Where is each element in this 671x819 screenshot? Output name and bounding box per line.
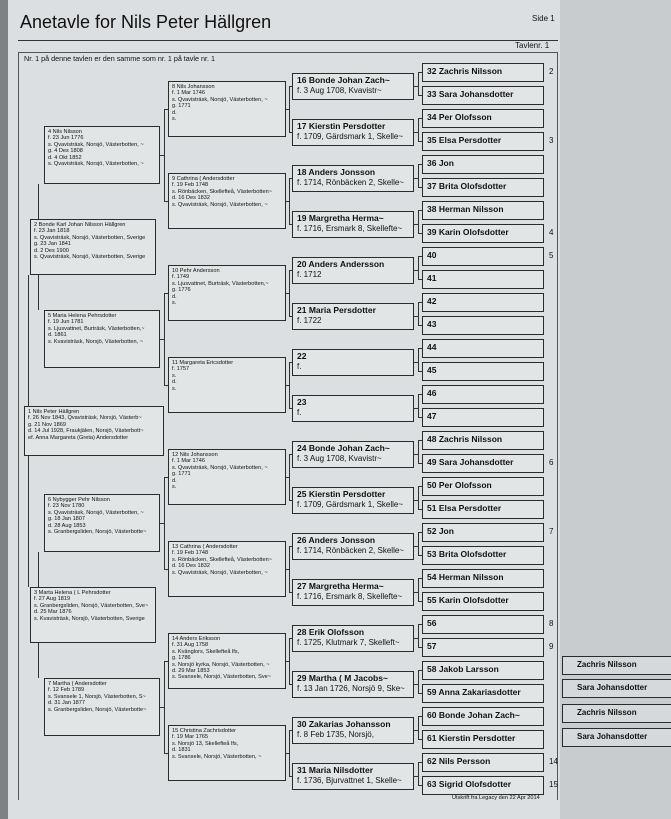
connector-line [289,316,292,317]
connector-line [418,371,422,372]
connector-line [418,463,422,464]
continuation-ref: 8 [549,619,554,628]
person-detail: f. 13 Jan 1726, Norsjö 9, Ske~ [297,684,405,693]
continuation-ref: 5 [549,251,554,260]
connector-line [418,141,422,142]
continuation-ref: 9 [549,642,554,651]
ancestor-box-2 [30,219,156,275]
ancestor-box-50: 50 Per Olofsson [422,477,544,496]
person-detail: f. 8 Feb 1735, Norsjö, [297,730,374,739]
right-border [557,52,558,800]
connector-line [418,762,419,786]
ancestor-box-59: 59 Anna Zakariasdotter [422,684,544,703]
connector-line [418,279,422,280]
ancestor-box-29 [292,671,414,698]
connector-line [418,302,422,303]
connector-line [164,201,168,202]
person-detail: g. 1771 [172,471,191,478]
person-detail: s. Granbergsliden, Norsjö, Västerbotte~ [48,706,147,713]
person-detail: s. [172,116,177,123]
ancestor-box-42: 42 [422,293,544,312]
person-detail: g. 23 Jan 1841 [34,241,72,248]
ancestor-box-61: 61 Kierstin Persdotter [422,730,544,749]
connector-line [164,385,168,386]
person-detail: f. 31 Aug 1758 [172,642,209,649]
ancestor-box-55: 55 Karin Olofsdotter [422,592,544,611]
connector-line [418,532,422,533]
connector-line [289,638,292,639]
person-detail: s. Granbergsliden, Norsjö, Västerbotten, Sve~ [34,602,149,609]
person-detail: s. Qvavisträsk, Norsjö, Västerbotten, ~ [172,96,268,103]
person-name: 16 Bonde Johan Zach~ [297,75,390,85]
connector-line [418,578,422,579]
connector-line [418,716,419,740]
person-detail: g. 18 Jan 1807 [48,516,86,523]
next-sheet-box: Sara Johansdotter [562,728,671,747]
connector-line [289,270,292,271]
person-detail: f. 3 Aug 1708, Kvavistr~ [297,86,382,95]
person-detail: f. 1725, Klutmark 7, Skelleft~ [297,638,400,647]
connector-line [289,454,292,455]
person-detail: ef. Anna Margareta (Greta) Andersdotter [28,434,129,441]
continuation-ref: 4 [549,228,554,237]
connector-line [418,670,422,671]
connector-line [164,477,168,478]
person-detail: f. [297,362,302,371]
connector-line [289,86,292,87]
connector-line [418,210,419,234]
connector-line [418,256,419,280]
person-name: 21 Maria Persdotter [297,305,376,315]
connector-line [418,325,422,326]
person-detail: d. 25 Mar 1876 [34,609,72,616]
connector-line [164,477,165,570]
person-name: 25 Kierstin Persdotter [297,489,386,499]
connector-line [164,109,168,110]
connector-line [418,348,422,349]
person-detail: f. 1714, Rönbäcken 2, Skelle~ [297,546,404,555]
person-detail: f. 1716, Ersmark 8, Skellefte~ [297,592,403,601]
connector-line [418,601,422,602]
person-detail: s. Qvavisträsk, Norsjö, Västerbotten, Sverige [34,234,146,241]
left-border [18,52,19,800]
person-detail: f. 1709, Gärdsmark 1, Skelle~ [297,132,404,141]
person-name: 18 Anders Jonsson [297,167,376,177]
person-name: 1 Nils Peter Hällgren [28,409,80,415]
connector-line [289,408,292,409]
person-detail: s. Qvavisträsk, Norsjö, Västerbotten, ~ [172,464,268,471]
person-name: 12 Nils Johansson [172,452,218,458]
connector-line [164,109,165,202]
connector-line [418,233,422,234]
connector-line [418,624,422,625]
person-detail: s. Qvavisträsk, Norsjö, Västerbotten, ~ [48,141,144,148]
connector-line [38,552,39,587]
ancestor-box-11 [168,357,286,413]
person-detail: f. 19 Mar 1765 [172,734,209,741]
person-detail: s. Rönbäcken, Skellefteå, Västerbotten~ [172,188,272,195]
person-detail: f. 12 Feb 1789 [48,687,85,694]
person-detail: d. [172,379,177,386]
person-detail: f. 1714, Rönbäcken 2, Skelle~ [297,178,404,187]
person-name: 8 Nils Johansson [172,84,215,90]
person-name: 28 Erik Olofsson [297,627,365,637]
next-sheet-box: Zachris Nilsson [562,656,671,675]
next-sheet-box: Zachris Nilsson [562,704,671,723]
person-detail: f. 1 Mar 1746 [172,458,205,465]
ancestor-box-35: 35 Elsa Persdotter [422,132,544,151]
ancestor-box-27 [292,579,414,606]
person-detail: g. 1776 [172,287,191,294]
connector-line [418,394,419,418]
person-name: 9 Cathrina ( Andersdotter [172,176,235,182]
ancestor-box-40: 40 [422,247,544,266]
connector-line [289,178,290,225]
person-name: 3 Marta Helena ( L Pehrsdotter [34,590,111,596]
ancestor-box-62: 62 Nils Persson [422,753,544,772]
person-detail: s. [172,484,177,491]
person-detail: s. Ljusvattnet, Burträsk, Västerbotten,~ [172,280,269,287]
person-detail: f. 1736, Bjurvattnet 1, Skelle~ [297,776,402,785]
person-detail: f. 1709, Gärdsmark 1, Skelle~ [297,500,404,509]
person-detail: s. Ljusvattnet, Burträsk, Västerbotten,~ [48,325,145,332]
person-name: 7 Martha ( Andersdotter [48,681,107,687]
connector-line [38,184,39,219]
ancestor-box-36: 36 Jon [422,155,544,174]
ancestor-box-38: 38 Herman Nilsson [422,201,544,220]
connector-line [418,509,422,510]
person-detail: f. 19 Feb 1748 [172,182,209,189]
ancestor-box-18 [292,165,414,192]
person-detail: f. 23 Nov 1780 [48,503,85,510]
person-detail: s. Norsjö 13, Skellefteå lfs, [172,740,239,747]
person-detail: f. 19 Feb 1748 [172,550,209,557]
person-name: 13 Cathrina ( Andersdotter [172,544,238,550]
person-detail: f. [297,408,302,417]
connector-line [418,210,422,211]
connector-line [418,118,422,119]
connector-line [289,86,290,133]
person-detail: f. 1757 [172,366,190,373]
chart-title: Anetavle for Nils Peter Hällgren [20,12,272,32]
connector-line [289,224,292,225]
ancestor-box-39: 39 Karin Olofsdotter [422,224,544,243]
person-detail: f. 23 Jun 1776 [48,135,84,142]
person-detail: d. 29 Mar 1853 [172,668,210,675]
ancestor-box-23 [292,395,414,422]
person-detail: s. Svansele 1, Norsjö, Västerbotten, S~ [48,693,146,700]
connector-line [418,532,419,556]
person-detail: f. 23 Jan 1818 [34,228,70,235]
connector-line [164,293,165,386]
ancestor-box-9 [168,173,286,229]
ancestor-box-15 [168,725,286,781]
ancestor-box-16 [292,73,414,100]
ancestor-box-37: 37 Brita Olofsdotter [422,178,544,197]
ancestor-box-12 [168,449,286,505]
connector-line [418,187,422,188]
connector-line [418,624,419,648]
person-name: 14 Anders Eriksson [172,636,221,642]
ancestor-box-46: 46 [422,385,544,404]
ancestor-box-34: 34 Per Olofsson [422,109,544,128]
connector-line [289,684,292,685]
continuation-ref: 15 [549,780,558,789]
print-footer: Utskrift fra Legacy den 22 Apr 2014 [452,795,540,801]
person-detail: s. Qvavisträsk, Norsjö, Västerbotten, ~ [48,161,144,168]
continuation-ref: 6 [549,458,554,467]
connector-line [418,716,422,717]
connector-line [418,693,422,694]
connector-line [418,164,419,188]
person-name: 19 Margretha Herma~ [297,213,384,223]
person-name: 20 Anders Andersson [297,259,385,269]
person-detail: f. 27 Aug 1819 [34,596,71,603]
connector-line [164,661,168,662]
ancestor-box-28 [292,625,414,652]
connector-line [418,348,419,372]
person-name: 10 Pehr Andersson [172,268,220,274]
connector-line [418,440,419,464]
connector-line [38,275,39,310]
connector-line [418,670,419,694]
person-detail: s. Qvavisträsk, Norsjö, Västerbotten, ~ [172,569,268,576]
connector-line [28,275,29,406]
ancestor-box-19 [292,211,414,238]
person-detail: d. [172,477,177,484]
connector-line [418,72,422,73]
connector-line [418,647,422,648]
connector-line [289,730,290,777]
ancestor-box-33: 33 Sara Johansdotter [422,86,544,105]
ancestor-box-44: 44 [422,339,544,358]
connector-line [418,578,419,602]
connector-line [289,546,290,593]
person-detail: d. 28 Aug 1853 [48,522,86,529]
ancestor-box-14 [168,633,286,689]
person-detail: d. 1831 [172,747,191,754]
connector-line [289,362,292,363]
connector-line [418,555,422,556]
person-name: 31 Maria Nilsdotter [297,765,374,775]
connector-line [289,362,290,409]
connector-line [289,270,290,317]
connector-line [289,776,292,777]
person-detail: f. 26 Nov 1843, Qvavisträsk, Norsjö, Västerb~ [28,415,142,422]
top-border [18,52,558,53]
ancestor-box-6 [44,494,160,552]
ancestor-box-8 [168,81,286,137]
ancestor-box-63: 63 Sigrid Olofsdotter [422,776,544,795]
person-detail: s. Qvavisträsk, Norsjö, Västerbotten, ~ [48,509,144,516]
person-name: 15 Christina Zachrisdotter [172,728,237,734]
ancestor-box-31 [292,763,414,790]
connector-line [164,569,168,570]
connector-line [289,132,292,133]
connector-line [418,486,419,510]
person-name: 6 Nybygger Pehr Nilsson [48,497,110,503]
person-detail: s. Norsjö kyrka, Norsjö, Västerbotten, ~ [172,661,270,668]
page-number: Side 1 [532,14,555,23]
ancestor-box-22 [292,349,414,376]
person-name: 4 Nils Nilsson [48,129,82,135]
title-rule [18,40,558,41]
person-detail: s. Kvavisträsk, Norsjö, Västerbotten, Sverige [34,615,145,622]
connector-line [164,661,165,754]
person-name: 26 Anders Jonsson [297,535,376,545]
person-detail: s. Svansele, Norsjö, Västerbotten, ~ [172,753,262,760]
chart-note: Nr. 1 på denne tavlen er den samme som nr. 1 på tavle nr. 1 [24,54,215,63]
ancestor-box-7 [44,678,160,736]
person-name: 24 Bonde Johan Zach~ [297,443,390,453]
ancestor-box-30 [292,717,414,744]
person-name: 23 [297,397,307,407]
ancestor-box-45: 45 [422,362,544,381]
connector-line [164,293,168,294]
person-detail: s. [172,300,177,307]
connector-line [418,417,422,418]
ancestor-box-51: 51 Elsa Persdotter [422,500,544,519]
connector-line [418,486,422,487]
ancestor-box-58: 58 Jakob Larsson [422,661,544,680]
person-name: 29 Martha ( M Jacobs~ [297,673,388,683]
ancestor-box-4 [44,126,160,184]
connector-line [164,753,168,754]
ancestor-box-10 [168,265,286,321]
next-sheet-box: Sara Johansdotter [562,679,671,698]
person-detail: d. 14 Jul 1928, Fraukjälen, Norsjö, Västerbott~ [28,428,144,435]
person-detail: d. 2 Des 1900 [34,247,69,254]
connector-line [418,762,422,763]
continuation-ref: 3 [549,136,554,145]
person-name: 30 Zakarias Johansson [297,719,391,729]
ancestor-box-41: 41 [422,270,544,289]
ancestor-box-20 [292,257,414,284]
ancestor-box-5 [44,310,160,368]
connector-line [418,72,419,96]
person-detail: f. 1712 [297,270,322,279]
connector-line [289,638,290,685]
ancestor-box-54: 54 Herman Nilsson [422,569,544,588]
person-name: 17 Kierstin Persdotter [297,121,386,131]
person-name: 5 Maria Helena Pehrsdotter [48,313,117,319]
person-detail: s. [172,372,177,379]
person-detail: g. 4 Des 1808 [48,148,83,155]
ancestor-box-49: 49 Sara Johansdotter [422,454,544,473]
ancestor-box-48: 48 Zachris Nilsson [422,431,544,450]
person-detail: g. 1786 [172,655,191,662]
ancestor-box-43: 43 [422,316,544,335]
connector-line [418,739,422,740]
ancestor-box-47: 47 [422,408,544,427]
ancestor-box-13 [168,541,286,597]
person-detail: f. 1 Mar 1746 [172,90,205,97]
ancestor-box-32: 32 Zachris Nilsson [422,63,544,82]
ancestor-box-24 [292,441,414,468]
connector-line [289,500,292,501]
connector-line [289,592,292,593]
person-name: 27 Margretha Herma~ [297,581,384,591]
connector-line [38,643,39,678]
person-detail: g. 1771 [172,103,191,110]
ancestor-box-57: 57 [422,638,544,657]
connector-line [289,454,290,501]
connector-line [418,394,422,395]
person-detail: s. Kvavisträsk, Norsjö, Västerbotten, ~ [48,338,143,345]
ancestor-box-60: 60 Bonde Johan Zach~ [422,707,544,726]
person-detail: f. 19 Jun 1781 [48,319,84,326]
person-name: 2 Bonde Karl Johan Nilsson Hällgren [34,222,126,228]
person-detail: f. 1716, Ersmark 8, Skellefte~ [297,224,403,233]
connector-line [289,546,292,547]
person-detail: d. [172,109,177,116]
person-name: 22 [297,351,307,361]
ancestor-box-3 [30,587,156,643]
ancestor-box-17 [292,119,414,146]
continuation-ref: 7 [549,527,554,536]
person-detail: d. 4 Okt 1852 [48,154,82,161]
person-detail: s. [172,385,177,392]
connector-line [289,730,292,731]
person-detail: d. 16 Des 1832 [172,563,210,570]
connector-line [418,302,419,326]
person-detail: s. Granbergsliden, Norsjö, Västerbotte~ [48,529,147,536]
connector-line [28,456,29,587]
ancestor-box-21 [292,303,414,330]
ancestor-box-25 [292,487,414,514]
ancestor-box-52: 52 Jon [422,523,544,542]
person-name: 11 Margareta Ericsdotter [172,360,234,366]
ancestor-box-53: 53 Brita Olofsdotter [422,546,544,565]
connector-line [418,440,422,441]
connector-line [418,256,422,257]
connector-line [418,118,419,142]
person-detail: s. Svansele, Norsjö, Västerbotten, Sve~ [172,674,272,681]
connector-line [418,95,422,96]
person-detail: s. Kvänglors, Skellefteå lfs, [172,648,240,655]
person-detail: d. [172,293,177,300]
ancestor-box-26 [292,533,414,560]
connector-line [289,178,292,179]
person-detail: f. 3 Aug 1708, Kvavistr~ [297,454,382,463]
continuation-ref: 14 [549,757,558,766]
person-detail: d. 31 Jan 1877 [48,700,86,707]
person-detail: f. 1749 [172,274,190,281]
tavle-number: Tavlenr. 1 [515,41,550,50]
connector-line [418,785,422,786]
root-person-box [24,406,164,456]
person-detail: f. 1722 [297,316,322,325]
continuation-ref: 2 [549,67,554,76]
ancestor-box-56: 56 [422,615,544,634]
person-detail: d. 1861 [48,332,67,339]
person-detail: d. 16 Des 1832 [172,195,210,202]
person-detail: g. 21 Nov 1869 [28,421,66,428]
person-detail: s. Qvavisträsk, Norsjö, Västerbotten, Sverige [34,254,146,261]
person-detail: s. Rönbäcken, Skellefteå, Västerbotten~ [172,556,272,563]
person-detail: s. Qvavisträsk, Norsjö, Västerbotten, ~ [172,201,268,208]
connector-line [418,164,422,165]
